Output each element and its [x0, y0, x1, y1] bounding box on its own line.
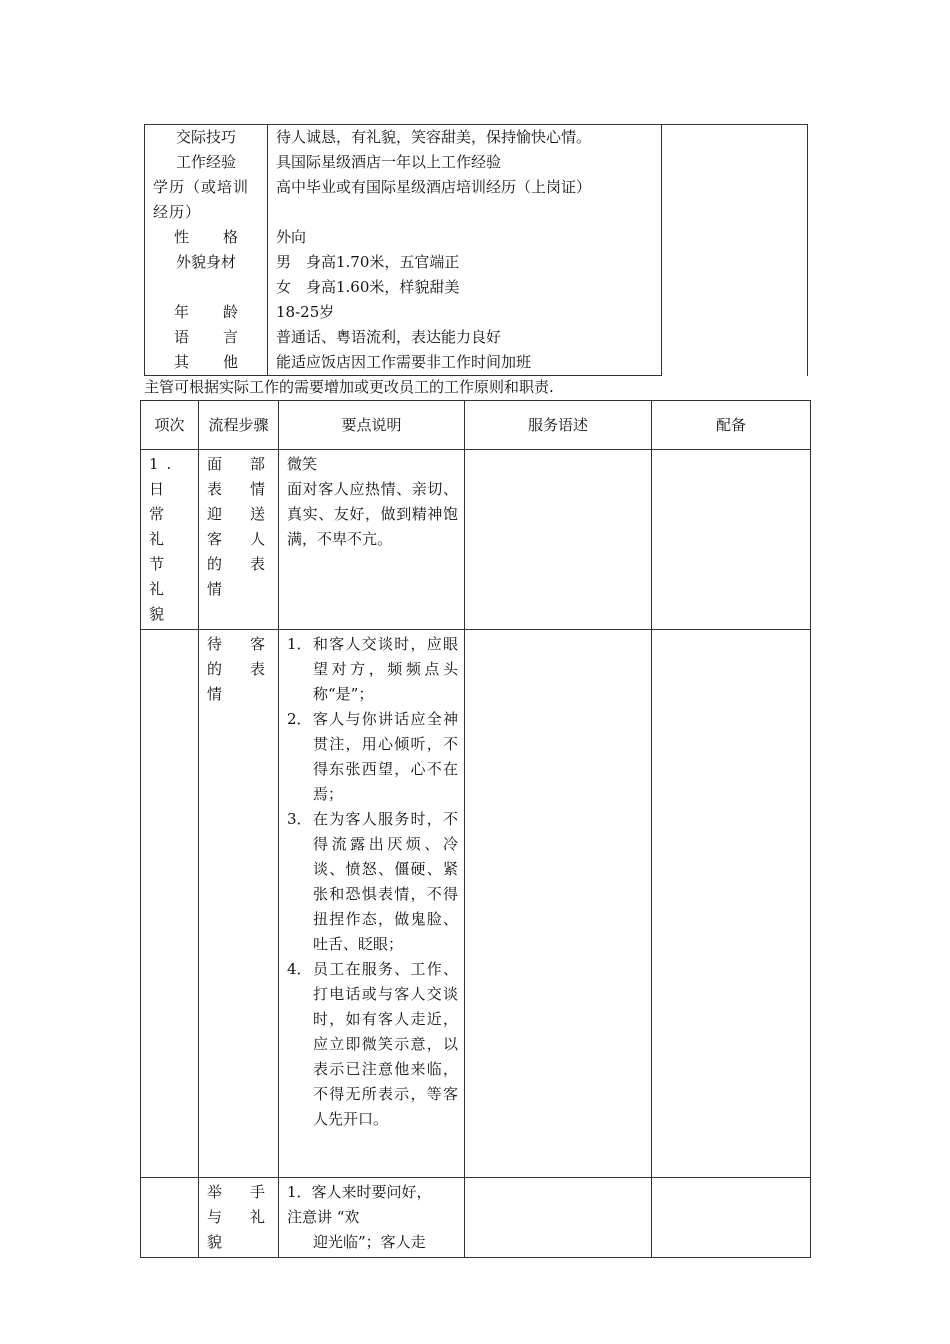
label-char: 他 — [222, 353, 238, 371]
req-label — [145, 325, 268, 350]
points-line: 迎光临”；客人走 — [313, 1233, 426, 1251]
req-label: 学历（或培训经历） — [145, 175, 268, 225]
header-step: 流程步骤 — [199, 401, 279, 450]
list-item — [287, 957, 458, 1132]
list-number: 4． — [287, 960, 312, 978]
header-equipment: 配备 — [652, 401, 811, 450]
row-points — [279, 630, 465, 1178]
req-label — [145, 300, 268, 325]
list-number: 3． — [287, 810, 312, 828]
req-label: 交际技巧 — [145, 125, 268, 151]
list-item — [287, 807, 458, 957]
req-label: 工作经验 — [145, 150, 268, 175]
row-points — [279, 1178, 465, 1258]
process-table — [140, 400, 811, 1258]
list-text: 客人与你讲话应全神贯注，用心倾听，不得东张西望，心不在焉； — [313, 710, 458, 803]
row-step: 待客的表情 — [199, 630, 279, 1178]
req-blank-column — [662, 125, 808, 376]
row-equipment — [652, 630, 811, 1178]
req-value: 普通话、粤语流利，表达能力良好 — [276, 328, 502, 346]
label-char: 年 — [174, 303, 190, 321]
label-char: 言 — [222, 328, 238, 346]
header-points: 要点说明 — [279, 401, 465, 450]
header-item: 项次 — [141, 401, 199, 450]
req-label: 外貌身材 — [145, 250, 268, 300]
row-service-phrases — [465, 630, 652, 1178]
points-line: 1．客人来时要问好， — [287, 1183, 432, 1201]
req-value-line: 男 身高1.70米，五官端正 — [276, 253, 460, 271]
row-service-phrases — [465, 450, 652, 630]
req-value: 外向 — [276, 228, 307, 246]
req-value: 能适应饭店因工作需要非工作时间加班 — [268, 350, 662, 376]
req-value: 18-25岁 — [276, 303, 335, 321]
process-row-facial-expression — [141, 450, 811, 630]
requirements-table — [144, 124, 808, 376]
list-text: 员工在服务、工作、打电话或与客人交谈时，如有客人走近，应立即微笑示意，以表示已注意他来临，不得无所表示，等客人先开口。 — [313, 960, 458, 1128]
process-row-guest-expression — [141, 630, 811, 1178]
row-equipment — [652, 1178, 811, 1258]
list-text: 在为客人服务时，不得流露出厌烦、冷谈、愤怒、僵硬、紧张和恐惧表情，不得扭捏作态，做鬼脸、吐舌、眨眼； — [313, 810, 458, 953]
list-item — [287, 707, 458, 807]
label-char: 性 — [174, 228, 190, 246]
header-service-phrases: 服务语述 — [465, 401, 652, 450]
row-service-phrases — [465, 1178, 652, 1258]
points-line: 面对客人应热情、亲切、真实、友好，做到精神饱满，不卑不亢。 — [287, 480, 458, 548]
row-item — [141, 630, 199, 1178]
list-number: 1． — [287, 635, 312, 653]
req-value: 待人诚恳，有礼貌，笑容甜美，保持愉快心情。 — [268, 125, 662, 151]
list-item — [287, 632, 458, 707]
label-char: 语 — [174, 328, 190, 346]
points-line: 注意讲 “欢 — [287, 1208, 360, 1226]
label-char: 其 — [174, 353, 190, 371]
row-equipment — [652, 450, 811, 630]
req-value-line: 女 身高1.60米，样貌甜美 — [276, 278, 460, 296]
label-char: 龄 — [222, 303, 238, 321]
process-row-gesture — [141, 1178, 811, 1258]
label-char: 格 — [222, 228, 238, 246]
list-number: 2． — [287, 710, 312, 728]
req-label — [145, 350, 268, 376]
row-step: 举手与礼貌 — [199, 1178, 279, 1258]
list-text: 和客人交谈时，应眼望对方，频频点头称“是”； — [313, 635, 458, 703]
row-item: 1.日常礼节礼貌 — [141, 450, 199, 630]
points-line: 微笑 — [287, 455, 318, 473]
row-points — [279, 450, 465, 630]
supervisor-note: 主管可根据实际工作的需要增加或更改员工的工作原则和职责. — [144, 378, 554, 396]
req-value — [268, 250, 662, 300]
req-value: 具国际星级酒店一年以上工作经验 — [276, 153, 502, 171]
process-header-row — [141, 401, 811, 450]
req-row-social-skills — [145, 125, 808, 151]
req-value: 高中毕业或有国际星级酒店培训经历（上岗证） — [276, 178, 592, 196]
row-item — [141, 1178, 199, 1258]
row-step: 面部表情迎送客人的表情 — [199, 450, 279, 630]
req-label — [145, 225, 268, 250]
